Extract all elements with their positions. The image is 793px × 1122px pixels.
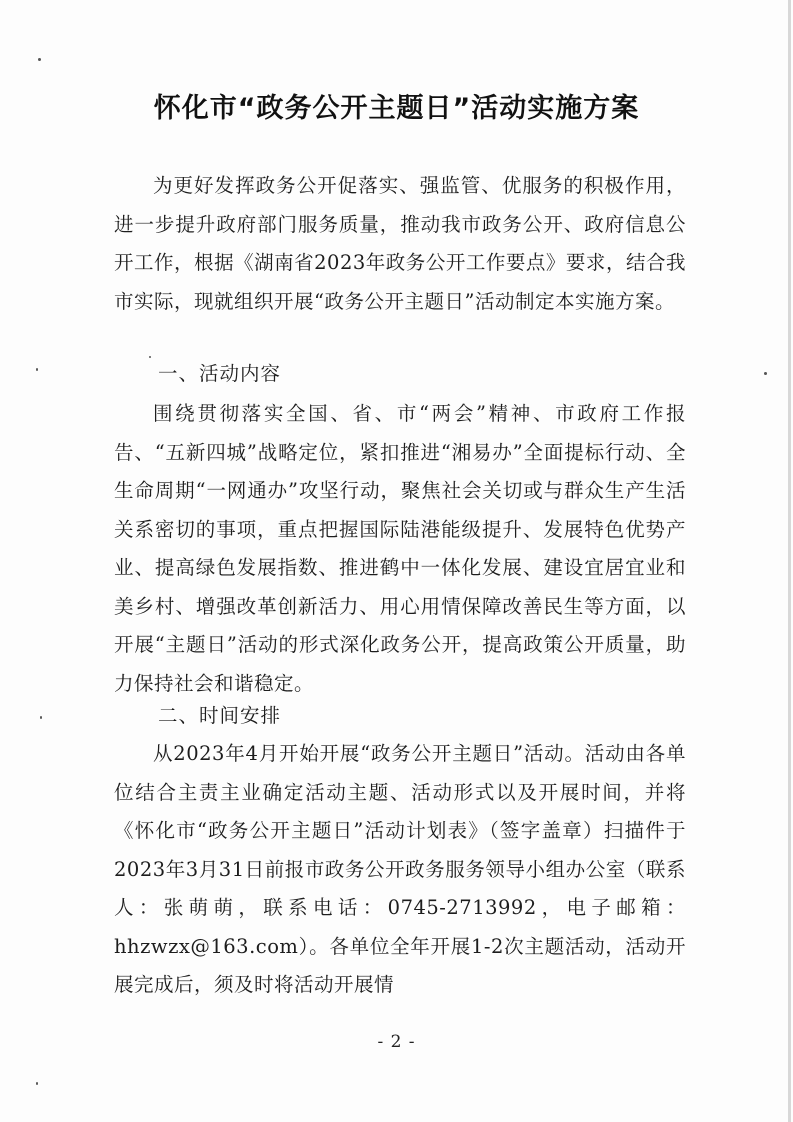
section-heading-schedule: 二、时间安排 (158, 704, 282, 727)
scan-edge-mark (788, 0, 791, 1122)
scan-speck (36, 368, 38, 371)
scan-speck (149, 356, 151, 358)
scan-speck (764, 372, 767, 375)
section-paragraph-schedule: 从2023年4月开始开展“政务公开主题日”活动。活动由各单位结合主责主业确定活动主题、活动形式以及开展时间，并将《怀化市“政务公开主题日”活动计划表》（签字盖章）扫描件于2023年3月31日前报市政务公开政务服务领导小组办公室（联系人：张萌萌，联系电话：0745-2713992，电子邮箱：hhzwzx@163.com）。各单位全年开展1-2次主题活动，活动开展完成后，须及时将活动开展情 (114, 742, 686, 996)
scan-speck (38, 58, 41, 61)
section-paragraph-activity-content: 围绕贯彻落实全国、省、市“两会”精神、市政府工作报告、“五新四城”战略定位，紧扣推进“湘易办”全面提标行动、全生命周期“一网通办”攻坚行动，聚焦社会关切或与群众生产生活关系密切的事项，重点把握国际陆港能级提升、发展特色优势产业、提高绿色发展指数、推进鹤中一体化发展、建设宜居宜业和美乡村、增强改革创新活力、用心用情保障改善民生等方面，以开展“主题日”活动的形式深化政务公开，提高政策公开质量，助力保持社会和谐稳定。 (114, 402, 686, 695)
section-heading-activity-content: 一、活动内容 (158, 362, 282, 385)
document-title: 怀化市“政务公开主题日”活动实施方案 (153, 93, 640, 124)
scan-speck (36, 1082, 38, 1085)
intro-paragraph: 为更好发挥政务公开促落实、强监管、优服务的积极作用，进一步提升政府部门服务质量，推动我市政务公开、政府信息公开工作，根据《湖南省2023年政务公开工作要点》要求，结合我市实际，现就组织开展“政务公开主题日”活动制定本实施方案。 (114, 174, 686, 313)
page-number: - 2 - (377, 1032, 416, 1052)
scan-speck (40, 716, 42, 719)
